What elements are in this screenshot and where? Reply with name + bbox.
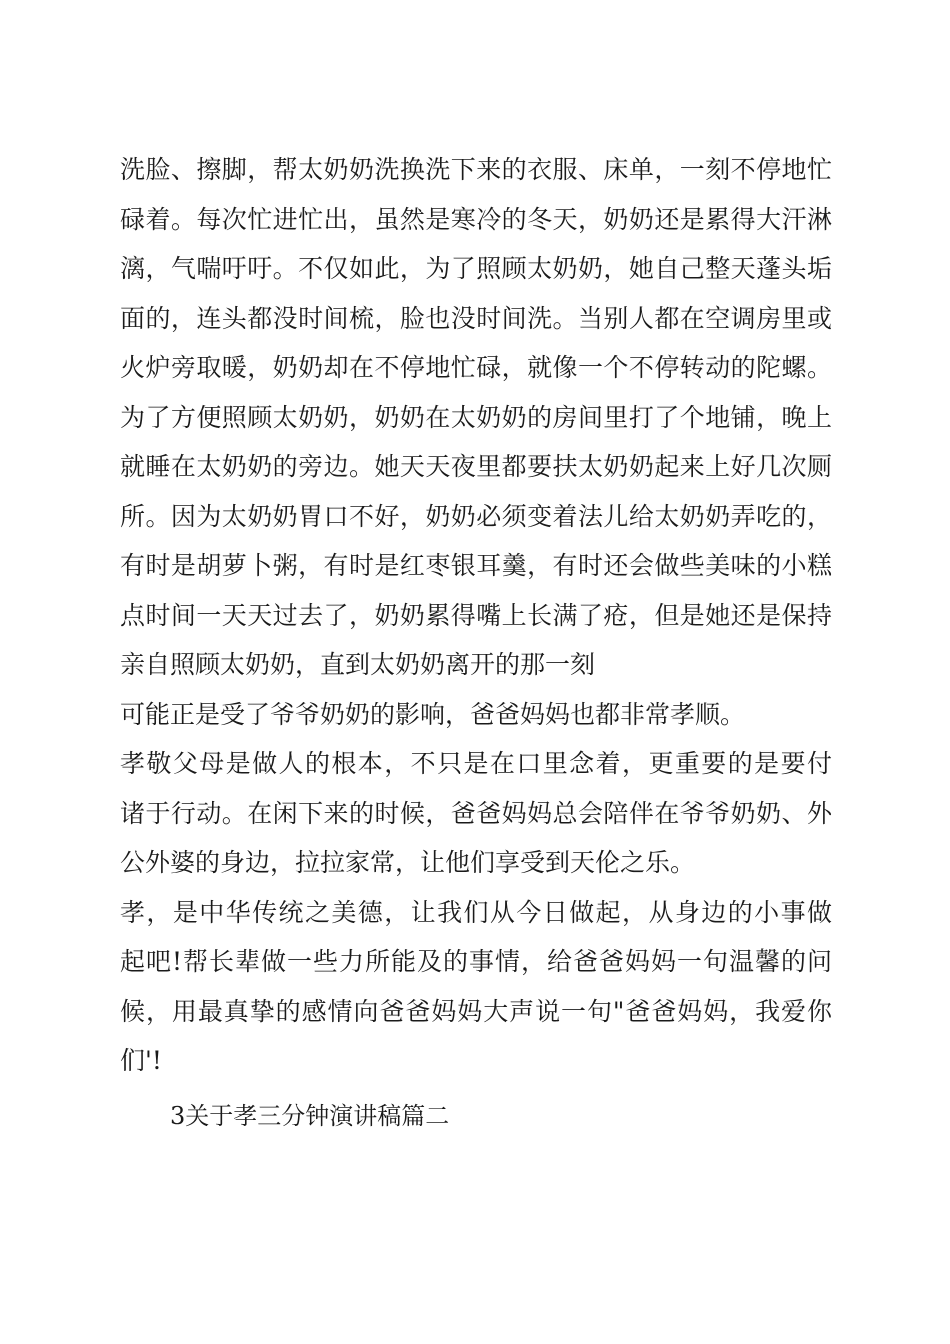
body-line-19: 们'!: [120, 1046, 162, 1075]
body-line-18: 候，用最真挚的感情向爸爸妈妈大声说一句"爸爸妈妈，我爱你: [120, 997, 832, 1026]
body-line-12: 可能正是受了爷爷奶奶的影响，爸爸妈妈也都非常孝顺。: [120, 700, 746, 729]
body-line-9: 有时是胡萝卜粥，有时是红枣银耳羹，有时还会做些美味的小糕: [120, 551, 832, 580]
body-line-11: 亲自照顾太奶奶，直到太奶奶离开的那一刻: [120, 650, 596, 679]
section-heading: 3关于孝三分钟演讲稿篇二: [170, 1102, 450, 1130]
body-line-16: 孝，是中华传统之美德，让我们从今日做起，从身边的小事做: [120, 898, 832, 927]
body-line-10: 点时间一天天过去了，奶奶累得嘴上长满了疮，但是她还是保持: [120, 601, 832, 630]
body-line-13: 孝敬父母是做人的根本，不只是在口里念着，更重要的是要付: [120, 749, 832, 778]
body-line-14: 诸于行动。在闲下来的时候，爸爸妈妈总会陪伴在爷爷奶奶、外: [120, 799, 832, 828]
body-line-3: 漓，气喘吁吁。不仅如此，为了照顾太奶奶，她自己整天蓬头垢: [120, 254, 832, 283]
body-line-4: 面的，连头都没时间梳，脸也没时间洗。当别人都在空调房里或: [120, 304, 832, 333]
body-line-17: 起吧!帮长辈做一些力所能及的事情，给爸爸妈妈一句温馨的问: [120, 947, 832, 976]
body-line-6: 为了方便照顾太奶奶，奶奶在太奶奶的房间里打了个地铺，晚上: [120, 403, 832, 432]
body-line-8: 所。因为太奶奶胃口不好，奶奶必须变着法儿给太奶奶弄吃的，: [120, 502, 832, 531]
body-line-5: 火炉旁取暖，奶奶却在不停地忙碌，就像一个不停转动的陀螺。: [120, 353, 832, 382]
body-line-2: 碌着。每次忙进忙出，虽然是寒冷的冬天，奶奶还是累得大汗淋: [120, 205, 832, 234]
body-line-15: 公外婆的身边，拉拉家常，让他们享受到天伦之乐。: [120, 848, 696, 877]
body-line-7: 就睡在太奶奶的旁边。她天天夜里都要扶太奶奶起来上好几次厕: [120, 452, 832, 481]
body-line-1: 洗脸、擦脚，帮太奶奶洗换洗下来的衣服、床单，一刻不停地忙: [120, 155, 832, 184]
